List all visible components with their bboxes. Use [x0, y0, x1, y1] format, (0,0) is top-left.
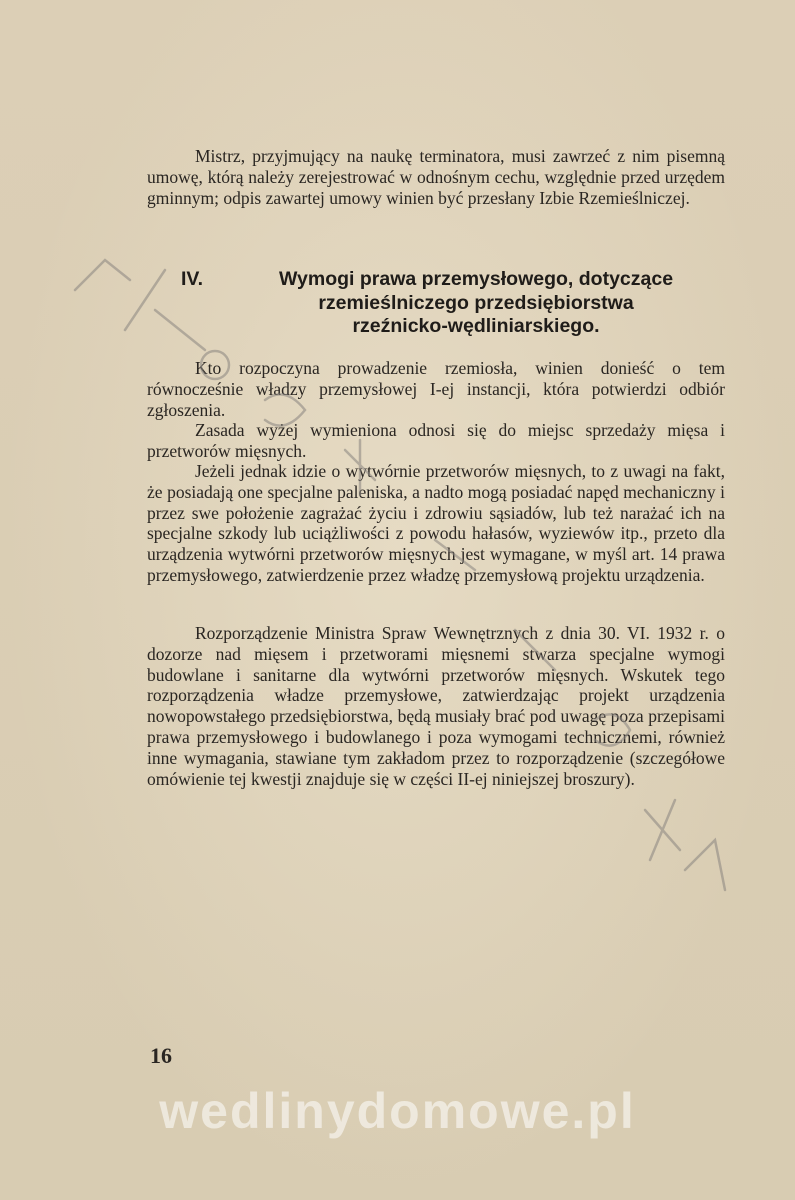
paragraph-1: Kto rozpoczyna prowadzenie rzemiosła, winien donieść o tem równocześnie władzy przemysłowej I-ej instancji, która potwierdzi odbiór zgłoszenia. [147, 358, 725, 420]
watermark: wedlinydomowe.pl [159, 1083, 636, 1139]
paragraph-3: Jeżeli jednak idzie o wytwórnie przetworów mięsnych, to z uwagi na fakt, że posiadają one specjalne paleniska, a nadto mogą posiadać napęd mechaniczny i przez swe położenie zagrażać życiu i zdrowiu sąsiadów, lub też narażać ich na specjalne szkody lub uciążliwości z powodu hałasów, wyziewów itp., przeto dla urządzenia wytwórni przetworów mięsnych jest wymagane, w myśl art. 14 prawa przemysłowego, zatwierdzenie przez władzę przemysłową projektu urządzenia. [147, 461, 725, 585]
section-title-line-1: Wymogi prawa przemysłowego, dotyczące [278, 268, 674, 290]
paragraph-4: Rozporządzenie Ministra Spraw Wewnętrznych z dnia 30. VI. 1932 r. o dozorze nad mięsem i przetworami mięsnemi stwarza specjalne wymogi budowlane i sanitarne dla wytwórni przetworów mięsnych. Wskutek tego rozporządzenia władze przemysłowe, zatwierdzając projekt urządzenia nowopowstałego przedsiębiorstwa, będą musiały brać pod uwagę poza przepisami prawa przemysłowego i budowlanego i poza wymogami technicznemi, również inne wymagania, stawiane tym zakładom przez to rozporządzenie (szczegółowe omówienie tej kwestji znajduje się w części II-ej niniejszej broszury). [147, 623, 725, 789]
page-number: 16 [150, 1043, 172, 1068]
intro-paragraph: Mistrz, przyjmujący na naukę terminatora, musi zawrzeć z nim pisemną umowę, którą należy zerejestrować w odnośnym cechu, względnie przed urzędem gminnym; odpis zawartej umowy winien być przesłany Izbie Rzemieślniczej. [147, 146, 725, 208]
section-heading [181, 268, 727, 339]
paragraph-2: Zasada wyżej wymieniona odnosi się do miejsc sprzedaży mięsa i przetworów mięsnych. [147, 420, 725, 461]
section-title-line-3: rzeźnicko-wędliniarskiego. [352, 315, 600, 337]
section-title-line-2: rzemieślniczego przedsiębiorstwa [318, 291, 634, 314]
section-number: IV. [181, 268, 204, 290]
